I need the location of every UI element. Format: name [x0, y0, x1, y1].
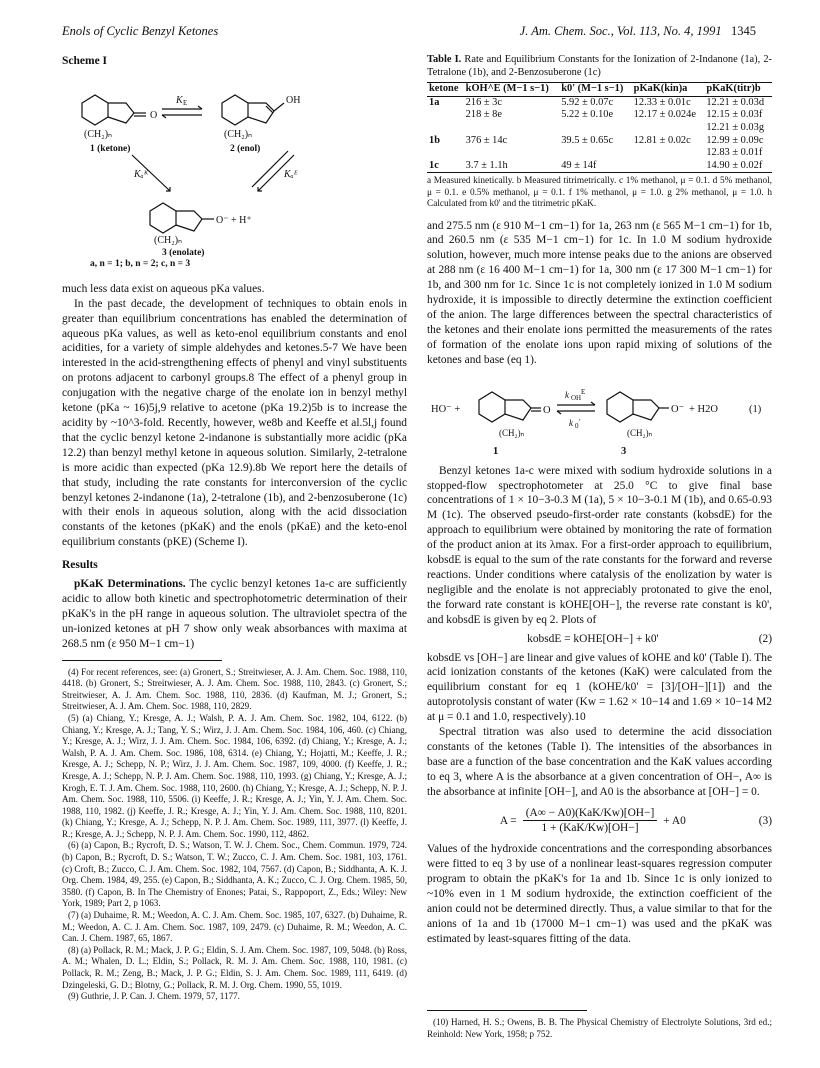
table-cell: 12.99 ± 0.09c [706, 134, 764, 146]
table-header: k0' (M−1 s−1) [559, 83, 631, 97]
table-cell: 12.83 ± 0.01f [706, 147, 763, 159]
rate-constants-table [427, 82, 772, 173]
table-header: pKaK(titr)b [704, 83, 772, 97]
svg-text:': ' [579, 417, 581, 426]
svg-text:O: O [150, 109, 158, 121]
table-cell [632, 147, 705, 160]
footnote-8: (8) (a) Pollack, R. M.; Mack, J. P. G.; Eldin, S. J. Am. Chem. Soc. 1987, 109, 5048. (b) Ross, A. M.; Whalen, D. L.; Eldin, S.; Pollack, R. M. J. Am. Chem. Soc. 1988, 110, 1981. (c) Pollack, R. M.; Zeng, B.; Mack, J. P. G.; Eldin, S. J. Am. Chem. Soc. 1989, 111, 6419. (d) Dzingeleski, G. D.; Blotny, G.; Pollack, R. M. J. Org. Chem. 1990, 55, 1019. [62, 944, 407, 990]
table-row [427, 96, 772, 109]
table-cell [427, 109, 464, 122]
eq1-number: (1) [749, 403, 762, 415]
table-cell: 5.22 ± 0.10e [561, 109, 614, 121]
footnotes-right [427, 1010, 772, 1040]
svg-text:k: k [569, 417, 573, 428]
svg-text:E: E [183, 98, 188, 107]
table-header: pKaK(kin)a [632, 83, 705, 97]
scheme-title: Scheme I [62, 55, 108, 67]
table-cell: 12.81 ± 0.02c [633, 134, 691, 146]
page-number: 1345 [731, 24, 756, 38]
svg-text:O: O [543, 404, 551, 416]
eq2-text: kobsdE = kOHE[OH−] + k0' [527, 632, 659, 645]
eq3-numerator: (A∞ − A0)(KaK/Kw)[OH−] [523, 806, 658, 822]
table-cell: 14.90 ± 0.02f [704, 160, 772, 173]
table-cell: 1a [429, 96, 440, 108]
svg-text:Kₐᴷ: Kₐᴷ [134, 168, 149, 180]
table-cell [427, 122, 464, 135]
right-paragraph-4: Spectral titration was also used to determine the acid dissociation constants of the ketones (Table I). The intensities of the absorbances in base are a function of the base concentration and the KaK values according to eq 3, where A is the absorbance at a given concentration of OH−, A∞ is the absorbance at infinite [OH−], and A0 is the absorbance at [OH−] = 0. [427, 726, 772, 798]
svg-text:(CH₂)ₙ: (CH₂)ₙ [499, 427, 525, 438]
table-cell: 12.21 ± 0.03g [706, 121, 765, 133]
right-paragraph-1: and 275.5 nm (ε 910 M−1 cm−1) for 1a, 263 nm (ε 565 M−1 cm−1) for 1b, and 260.5 nm (ε 535 M−1 cm−1) for 1c. In 1.0 M sodium hydroxide solution, however, much more intense peaks due to the anions are observed at 288 nm (ε 16 400 M−1 cm−1) for 1a, 300 nm (ε 17 300 M−1 cm−1) for 1b, and 300 nm for 1c. Since 1c is not completely ionized in 1.0 M sodium hydroxide, it is impossible to directly determine the extinction coefficient of the anion. The large differences between the spectral characteristics of the ketones and their enolate ions permitted the measurements of the rates of formation of the enolate ions upon rapid mixing of solutions of the ketones and base (eq 1). [427, 219, 772, 366]
equation-1 [427, 374, 772, 460]
journal-volume: Vol. 113, No. 4, 1991 [616, 24, 722, 38]
left-paragraph-2: In the past decade, the development of techniques to obtain enols in greater than equilibrium concentrations has enabled the determination of aqueous pKa values, as well as keto-enol equilibrium constants and enol acidities, for a variety of simple aldehydes and ketones.5-7 We have been interested in the acid-strengthening effects of phenyl and vinyl substituents on protons adjacent to carbonyl groups.8 The effect of a phenyl group in conjugation with the negative charge of the enolate ion in benzyl methyl ketone (pKa ~ 16)5j,9 relative to acetone (pKa 19.2)5b is to increase the acidity by ~10^3-fold. Recently, however, we8b and Keeffe et al.5l,j found that the cyclic benzyl ketone 2-indanone is substantially more acidic (pKa 12.2) than benzyl methyl ketone in aqueous solution. Similarly, 2-tetralone is more acidic than expected (pKa 12.9).8b We report here the details of that study, including the rate constants for interconversion of the cyclic benzyl ketones 2-indanone (1a), 2-tetralone (1b), and 2-benzosuberone (1c) with their enols in aqueous solution, along with the acid dissociation constants of the ketones (pKaK) and the enols (pKaE) and the keto-enol equilibrium constants (pKE) (Scheme I). [62, 297, 407, 549]
left-paragraph-1: much less data exist on aqueous pKa values. [62, 282, 265, 295]
table-cell [632, 122, 705, 135]
table-cell [559, 122, 631, 135]
footnote-rule [62, 660, 222, 661]
right-paragraph-2: Benzyl ketones 1a-c were mixed with sodium hydroxide solutions in a stopped-flow spectrophotometer at 25.0 °C to give final base concentrations of 1 × 10−3-0.3 M (1a), 5 × 10−3-0.1 M (1b), and 0.65-0.93 M (1c). The observed pseudo-first-order rate constants (kobsdE) for the approach to equilibrium were obtained by monitoring the rate of formation of the product anion at its λmax. For a first-order approach to equilibrium, kobsdE is equal to the sum of the rate constants for the forward and reverse reactions. Under conditions where catalysis of the enolization by water is negligible and the enolate is not appreciably protonated to give the enol, the forward rate constant is kOHE[OH−], the reverse rate constant is k0', and kobsdE is given by eq 2. Plots of [427, 464, 772, 626]
eq3-lhs: A = [499, 814, 517, 827]
equation-3 [427, 806, 772, 837]
eq3-denominator: 1 + (KaK/Kw)[OH−] [541, 822, 639, 835]
table-cell: 12.17 ± 0.024e [633, 109, 696, 121]
table-label: Table I. [427, 54, 462, 65]
table-cell: 216 ± 3c [465, 96, 502, 108]
table-cell: 1b [429, 134, 440, 146]
table-row [427, 122, 772, 135]
pka-heading: pKaK Determinations. [74, 578, 186, 591]
enol-label: 2 (enol) [230, 143, 261, 154]
table-cell [464, 122, 560, 135]
table-row [427, 135, 772, 148]
enol-ring-b [248, 103, 274, 123]
footnote-9: (9) Guthrie, J. P. Can. J. Chem. 1979, 57, 1177. [68, 991, 240, 1002]
svg-text:OH: OH [286, 94, 301, 106]
svg-text:O⁻: O⁻ [671, 403, 685, 415]
scheme-structures [62, 73, 407, 259]
svg-text:(CH₂)ₙ: (CH₂)ₙ [627, 427, 653, 438]
table-cell: 1c [427, 160, 464, 173]
table-cell: 376 ± 14c [465, 134, 508, 146]
table-row [427, 160, 772, 173]
journal-header [520, 24, 756, 39]
svg-text:O⁻ + H⁺: O⁻ + H⁺ [216, 214, 252, 226]
keto-label: 1 (ketone) [90, 143, 131, 154]
footnote-7: (7) (a) Duhaime, R. M.; Weedon, A. C. J. Am. Chem. Soc. 1985, 107, 6327. (b) Duhaime, R. M.; Weedon, A. C. J. Am. Chem. Soc. 1987, 109, 2479. (c) Duhaime, R. M.; Weedon, A. C. Can. J. Chem. 1987, 65, 1867. [62, 910, 407, 944]
table-header: ketone [427, 83, 464, 97]
table-row [427, 109, 772, 122]
enolate-ring [150, 203, 176, 233]
eq1-label-3: 3 [621, 445, 627, 457]
footnote-rule-right [427, 1010, 587, 1011]
footnote-6: (6) (a) Capon, B.; Rycroft, D. S.; Watson, T. W. J. Chem. Soc., Chem. Commun. 1979, 724. (b) Capon, B.; Rycroft, D. S.; Watson, T. W.; Zucco, C. J. Am. Chem. Soc. 1981, 103, 1761. (c) Croft, B.; Zucco, C. J. Am. Chem. Soc. 1982, 104, 7567. (d) Capon, B.; Siddhanta, A. K. J. Org. Chem. 1984, 49, 255. (e) Capon, B.; Siddhanta, A. K.; Zucco, C. J. Org. Chem. 1985, 50, 3580. (f) Capon, B. In The Chemistry of Enones; Patai, S., Rappoport, Z., Eds.; Wiley: New York, 1989; Part 2, p 1063. [62, 840, 407, 909]
results-heading: Results [62, 559, 98, 572]
ch2n-2: (CH₂)ₙ [224, 128, 253, 140]
ch2n-3: (CH₂)ₙ [154, 234, 183, 246]
table-cell: 39.5 ± 0.65c [561, 134, 614, 146]
eq2-number: (2) [758, 632, 772, 645]
enol-ring [222, 95, 248, 125]
table-cell: 49 ± 14f [559, 160, 631, 173]
footnote-5: (5) (a) Chiang, Y.; Kresge, A. J.; Walsh, P. A. J. Am. Chem. Soc. 1982, 104, 6122. (b) Chiang, Y.; Kresge, A. J.; Tang, Y. S.; Wirz, J. J. Am. Chem. Soc. 1984, 106, 460. (c) Chiang, Y.; Kresge, A. J.; Wirz, J. J. Am. Chem. Soc. 1984, 106, 6392. (d) Chiang, Y.; Kresge, A. J.; Walsh, P. A. J. Am. Chem. Soc. 1986, 108, 6314. (e) Chiang, Y.; Hojatti, M.; Keeffe, J. R.; Kresge, A. J.; Schepp, N. P.; Wirz, J. J. Am. Chem. Soc. 1987, 109, 4000. (f) Keeffe, J. R.; Kresge, A. J.; Schepp, N. P. J. Am. Chem. Soc. 1988, 110, 1993. (g) Chiang, Y.; Kresge, A. J.; Krogh, E. T. J. Am. Chem. Soc. 1988, 110, 2600. (h) Chiang, Y.; Kresge, A. J.; Schepp, N. P. J. Am. Chem. Soc. 1988, 110, 5506. (i) Keeffe, J. R.; Kresge, A. J.; Yin, Y. J. Am. Chem. Soc. 1988, 110, 1982. (j) Keeffe, J. R.; Kresge, A. J.; Yin, Y. J. Am. Chem. Soc. 1988, 110, 8201. (k) Chiang, Y.; Kresge, A. J.; Schepp, N. P. J. Am. Chem. Soc. 1989, 111, 3977. (l) Keeffe, J. R.; Kresge, A. J.; Schepp, N. P. J. Am. Chem. Soc. 1990, 112, 4862. [62, 712, 407, 839]
ch2n-1: (CH₂)ₙ [84, 128, 113, 140]
eq1-label-1: 1 [493, 445, 499, 457]
eq3-number: (3) [758, 814, 772, 827]
table-caption: Rate and Equilibrium Constants for the Ionization of 2-Indanone (1a), 2-Tetralone (1b), and 2-Benzosuberone (1c) [427, 54, 772, 78]
table-cell: 12.15 ± 0.03f [706, 109, 763, 121]
eq3-fraction [523, 806, 658, 837]
svg-text:OH: OH [571, 393, 582, 402]
table-title [427, 54, 772, 79]
enolate-ring-b [176, 211, 202, 231]
right-paragraph-5: Values of the hydroxide concentrations and the corresponding absorbances were fitted to eq 3 by use of a nonlinear least-squares regression computer program to obtain the pKaK's for 1a and 1b. Since 1c is only ionized to ~10% even in 1 M sodium hydroxide, the extinction coefficient of the anion could not be determined directly. Thus, a value similar to that for the anions of 1a and 1b (17000 M−1 cm−1) was used and the pKaK was estimated by least-squares fitting of the data. [427, 843, 772, 945]
ketone-ring-b [108, 103, 134, 123]
svg-text:0: 0 [575, 421, 579, 430]
table-notes: a Measured kinetically. b Measured titrimetrically. c 1% methanol, μ = 0.1. d 5% methanol, μ = 0.1. e 0.5% methanol, μ = 0.1. f 1% methanol, μ = 1.0. g 2% methanol, μ = 1.0. h Calculated from k0' and the titrimetric pKaK. [427, 176, 772, 210]
table-cell [559, 147, 631, 160]
left-paragraph-3: The cyclic benzyl ketones 1a-c are sufficiently acidic to allow both kinetic and spectrophotometric determination of their pKaK's in the pH range in aqueous solution. The ultraviolet spectra of the un-ionized ketones at pH 7 show only weak absorbances with maxima at 268.5 nm (ε 950 M−1 cm−1) [62, 578, 407, 650]
footnote-10: (10) Harned, H. S.; Owens, B. B. The Physical Chemistry of Electrolyte Solutions, 3rd ed.; Reinhold: New York, 1958; p 752. [427, 1017, 772, 1039]
eq3-plus: + A0 [663, 814, 686, 827]
equation-1-structures [427, 374, 772, 460]
scheme-footer: a, n = 1; b, n = 2; c, n = 3 [90, 258, 191, 269]
eq1-water: + H2O [689, 403, 718, 415]
table-row [427, 147, 772, 160]
enolate-label: 3 (enolate) [162, 247, 205, 258]
table-header: kOH^E (M−1 s−1) [464, 83, 560, 97]
svg-text:k: k [565, 389, 569, 400]
footnotes-left [62, 667, 407, 1003]
table-cell: 3.7 ± 1.1h [464, 160, 560, 173]
eq1-hydroxide: HO⁻ + [431, 403, 461, 415]
svg-text:E: E [581, 387, 586, 396]
scheme-diagram [62, 73, 407, 259]
table-cell: 12.33 ± 0.01c [633, 96, 691, 108]
running-title: Enols of Cyclic Benzyl Ketones [62, 24, 219, 38]
right-paragraph-3: kobsdE vs [OH−] are linear and give values of kOHE and k0' (Table I). The acid ionization constants of the ketones (KaK) were calculated from the equilibrium constant for eq 1 (kOHE/k0' = [3]/[OH−][1]) and the autoprotolysis constant of water (Kw = 1.62 × 10−14 and 1.69 × 10−14 M2 at μ = 0.1 and 1.0, respectively).10 [427, 651, 772, 724]
equation-2 [427, 632, 772, 647]
right-column [427, 54, 772, 947]
table-cell [632, 160, 705, 173]
journal-name: J. Am. Chem. Soc., [519, 24, 614, 38]
left-column [62, 54, 407, 1003]
ke-label: K [176, 94, 183, 106]
table-cell [464, 147, 560, 160]
footnote-4: (4) For recent references, see: (a) Gronert, S.; Streitwieser, A. J. Am. Chem. Soc. 1988, 110, 4418. (b) Gronert, S.; Streitwieser, A. J. Am. Chem. Soc. 1988, 110, 2843. (c) Gronert, S.; Streitwieser, A. J. Am. Chem. Soc. 1988, 110, 2836. (d) Kaufman, M. J.; Gronert, S.; Streitwieser, A. J. Am. Chem. Soc. 1988, 110, 2829. [62, 666, 407, 712]
table-cell: 5.92 ± 0.07c [561, 96, 614, 108]
table-cell: 12.21 ± 0.03d [706, 96, 765, 108]
table-cell: 218 ± 8e [465, 109, 502, 121]
table-cell [427, 147, 464, 160]
svg-text:Kₐᴱ: Kₐᴱ [284, 168, 298, 180]
ketone-ring [82, 95, 108, 125]
